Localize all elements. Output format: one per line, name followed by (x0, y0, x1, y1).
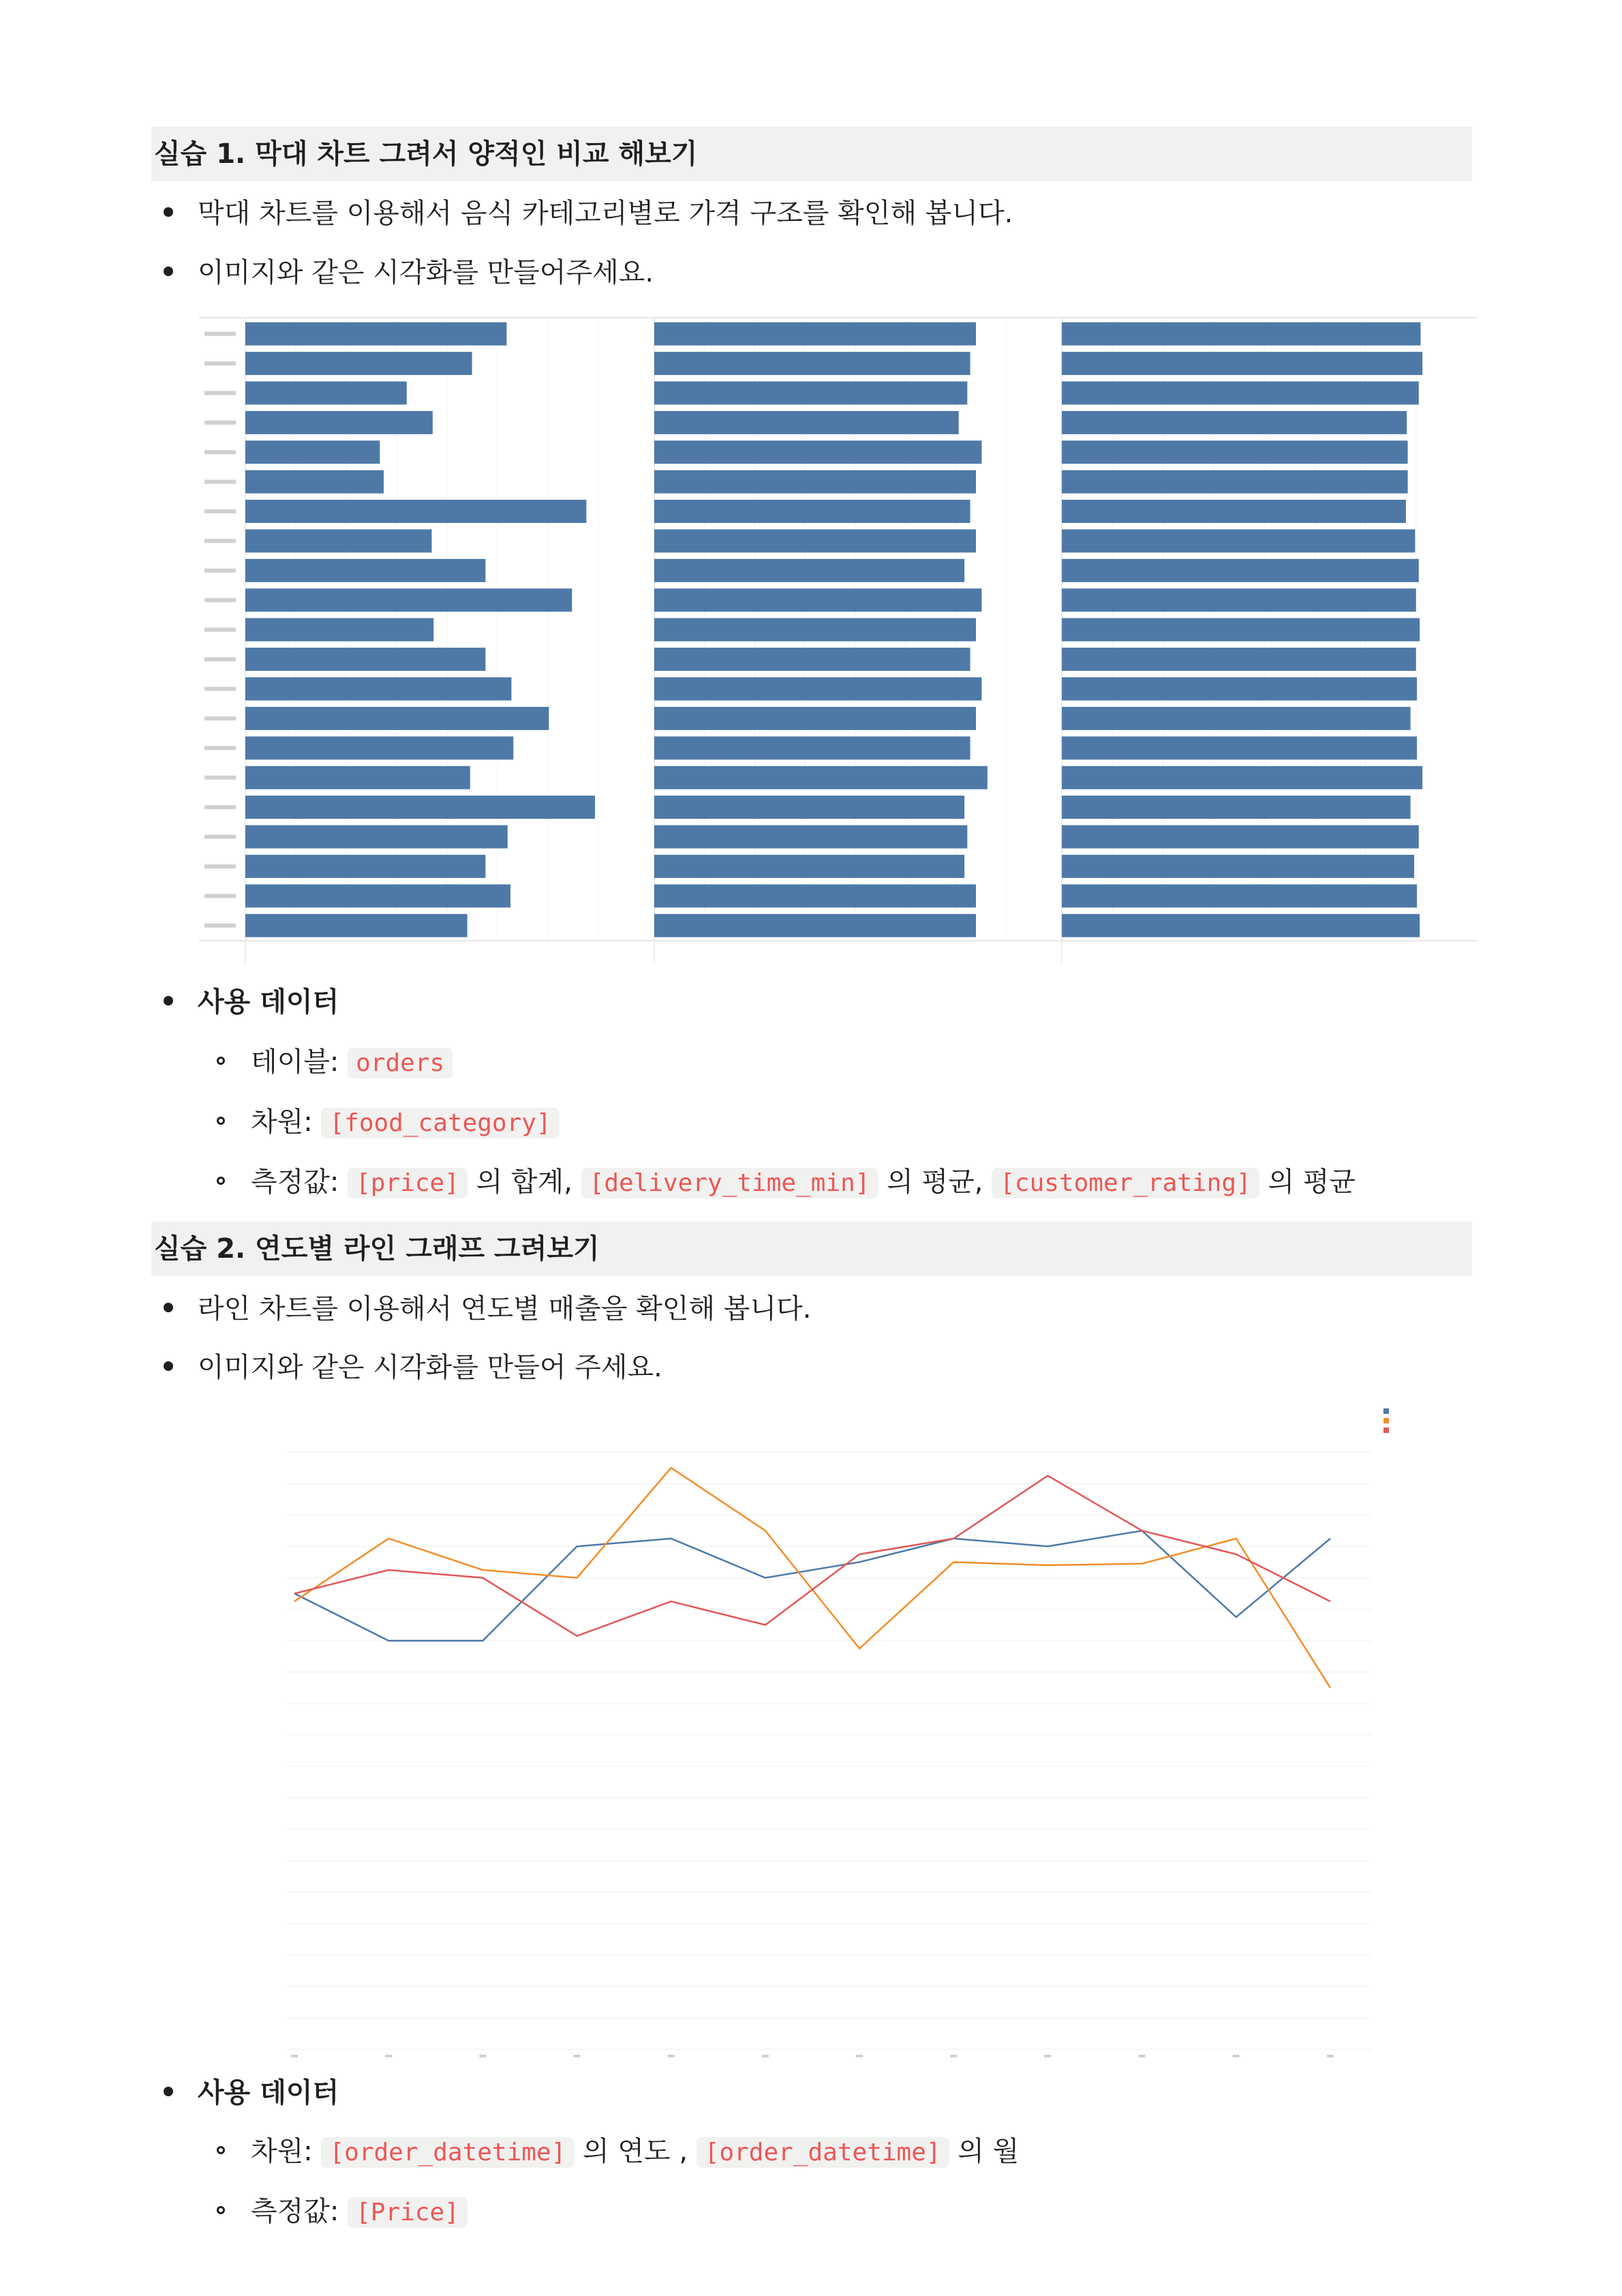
x-tick-mark (1139, 2055, 1146, 2057)
bar (245, 352, 472, 375)
bar (654, 707, 976, 730)
bar (245, 678, 511, 701)
bar (1062, 530, 1415, 553)
dim-suffix: 의 월 (958, 2136, 1020, 2167)
bar (654, 588, 981, 611)
section1-heading: 실습 1. 막대 차트 그려서 양적인 비교 해보기 (151, 127, 1472, 181)
category-label-placeholder (204, 864, 236, 868)
x-tick-mark (1233, 2055, 1240, 2057)
legend-swatch (1383, 1418, 1389, 1423)
bar (654, 322, 976, 346)
s1-data-label: 사용 데이터 (198, 986, 339, 1018)
category-label-placeholder (204, 894, 236, 898)
bar (1062, 322, 1421, 346)
measure-value: [Price] (348, 2197, 468, 2228)
measure-label: 측정값: (251, 2196, 339, 2227)
bar (245, 796, 595, 819)
bar (1062, 440, 1408, 464)
measure-delivery-suffix: 의 평균, (887, 1166, 983, 1198)
bullet-dot (164, 207, 173, 217)
bar (245, 500, 586, 523)
bar (654, 914, 976, 937)
x-tick-mark (574, 2055, 581, 2057)
sub-bullet (217, 2206, 225, 2214)
measure-rating-suffix: 의 평균 (1268, 1166, 1356, 1198)
bar (654, 884, 976, 907)
bullet-dot (164, 1303, 173, 1312)
bar (1062, 736, 1417, 759)
s1-bullet-1 (164, 193, 1013, 234)
bar (245, 588, 572, 611)
measure-rating: [customer_rating] (992, 1168, 1259, 1198)
bullet-dot (164, 267, 173, 276)
bullet-dot (164, 2087, 173, 2096)
s2-data-title (164, 2072, 339, 2113)
bar (1062, 855, 1414, 878)
bar (654, 766, 988, 789)
bar (245, 914, 468, 937)
legend-swatch (1383, 1428, 1389, 1433)
measure-price-suffix: 의 합계, (476, 1166, 572, 1198)
bar (654, 382, 967, 405)
series-line (294, 1530, 1330, 1640)
category-label-placeholder (204, 361, 236, 365)
bar (1062, 382, 1419, 405)
bar (245, 855, 485, 878)
bar (1062, 884, 1417, 907)
bar (1062, 914, 1420, 937)
bar (654, 648, 970, 671)
category-label-placeholder (204, 805, 236, 809)
dim-label: 차원: (251, 1106, 313, 1138)
bar (1062, 826, 1419, 849)
bar (1062, 352, 1422, 375)
bar (1062, 648, 1416, 671)
bar (654, 826, 967, 849)
s1-measure-row (217, 1162, 1356, 1204)
x-tick-mark (385, 2055, 392, 2057)
x-tick-mark (291, 2055, 298, 2057)
s2-bullet-1 (164, 1288, 811, 1329)
bar (245, 826, 508, 849)
x-tick-mark (479, 2055, 486, 2057)
bar-chart-panels (199, 308, 1478, 973)
measure-delivery: [delivery_time_min] (581, 1168, 878, 1198)
x-tick-mark (762, 2055, 769, 2057)
x-tick-mark (856, 2055, 863, 2057)
sub-bullet (217, 1177, 225, 1185)
category-label-placeholder (204, 332, 236, 336)
category-label-placeholder (204, 421, 236, 425)
s1-table-row (217, 1042, 453, 1084)
category-label-placeholder (204, 509, 236, 513)
bar (245, 766, 470, 789)
sub-bullet (217, 1117, 225, 1125)
bar (654, 618, 976, 641)
bar (245, 559, 485, 582)
table-value: orders (348, 1048, 453, 1078)
bar (1062, 678, 1417, 701)
series-line (294, 1476, 1330, 1636)
s1-data-title (164, 982, 339, 1023)
category-label-placeholder (204, 657, 236, 661)
bar (245, 440, 380, 464)
bar (654, 470, 976, 494)
bar (1062, 796, 1411, 819)
s2-bullet-1-text: 라인 차트를 이용해서 연도별 매출을 확인해 봅니다. (198, 1293, 812, 1325)
bar (1062, 707, 1411, 730)
bar (654, 855, 964, 878)
bar (245, 884, 510, 907)
dim-value-2: [order_datetime] (697, 2137, 949, 2168)
legend-swatch (1383, 1408, 1389, 1414)
sub-bullet (217, 1057, 225, 1065)
section2-heading: 실습 2. 연도별 라인 그래프 그려보기 (151, 1222, 1472, 1276)
s2-dim-row (217, 2131, 1019, 2173)
bar (654, 411, 959, 434)
category-label-placeholder (204, 716, 236, 721)
bullet-dot (164, 1361, 173, 1371)
bar (245, 648, 485, 671)
bar (654, 559, 964, 582)
category-label-placeholder (204, 391, 236, 395)
bar (245, 618, 433, 641)
table-label: 테이블: (251, 1046, 339, 1078)
sub-bullet (217, 2146, 225, 2154)
category-label-placeholder (204, 598, 236, 602)
bar (654, 440, 981, 464)
category-label-placeholder (204, 480, 236, 484)
bar (245, 382, 407, 405)
category-label-placeholder (204, 450, 236, 454)
measure-label: 측정값: (251, 1166, 339, 1198)
category-label-placeholder (204, 746, 236, 750)
bar (654, 352, 970, 375)
bar (1062, 559, 1419, 582)
measure-price: [price] (348, 1168, 468, 1198)
dim-value: [food_category] (321, 1108, 559, 1138)
bar (245, 411, 433, 434)
line-chart (199, 1393, 1478, 2066)
bar (245, 530, 431, 553)
x-tick-mark (1044, 2055, 1051, 2057)
bar (1062, 618, 1420, 641)
x-tick-mark (668, 2055, 675, 2057)
x-tick-mark (1327, 2055, 1334, 2057)
bar (1062, 766, 1422, 789)
bar (245, 470, 384, 494)
category-label-placeholder (204, 539, 236, 543)
bar (654, 530, 976, 553)
bar (654, 796, 964, 819)
bar (654, 500, 970, 523)
dim-mid: 의 연도 , (582, 2136, 688, 2167)
bar (1062, 500, 1406, 523)
bar (245, 736, 513, 759)
bar (245, 322, 506, 346)
bullet-dot (164, 996, 173, 1006)
bar (654, 736, 970, 759)
category-label-placeholder (204, 835, 236, 839)
s1-dim-row (217, 1102, 560, 1144)
bar (1062, 470, 1408, 494)
s2-bullet-2-text: 이미지와 같은 시각화를 만들어 주세요. (198, 1352, 662, 1383)
bar (245, 707, 549, 730)
bar (654, 678, 981, 701)
bar (1062, 411, 1407, 434)
s2-measure-row (217, 2191, 468, 2233)
dim-label: 차원: (251, 2136, 313, 2167)
category-label-placeholder (204, 628, 236, 632)
x-tick-mark (950, 2055, 957, 2057)
category-label-placeholder (204, 924, 236, 928)
category-label-placeholder (204, 687, 236, 691)
s2-data-label: 사용 데이터 (198, 2077, 339, 2109)
s1-bullet-2-text: 이미지와 같은 시각화를 만들어주세요. (198, 257, 654, 288)
dim-value-1: [order_datetime] (321, 2137, 574, 2168)
category-label-placeholder (204, 776, 236, 780)
s2-bullet-2 (164, 1347, 662, 1388)
s1-bullet-1-text: 막대 차트를 이용해서 음식 카테고리별로 가격 구조를 확인해 봅니다. (198, 198, 1013, 229)
s1-bullet-2 (164, 252, 654, 293)
category-label-placeholder (204, 569, 236, 573)
bar (1062, 588, 1416, 611)
